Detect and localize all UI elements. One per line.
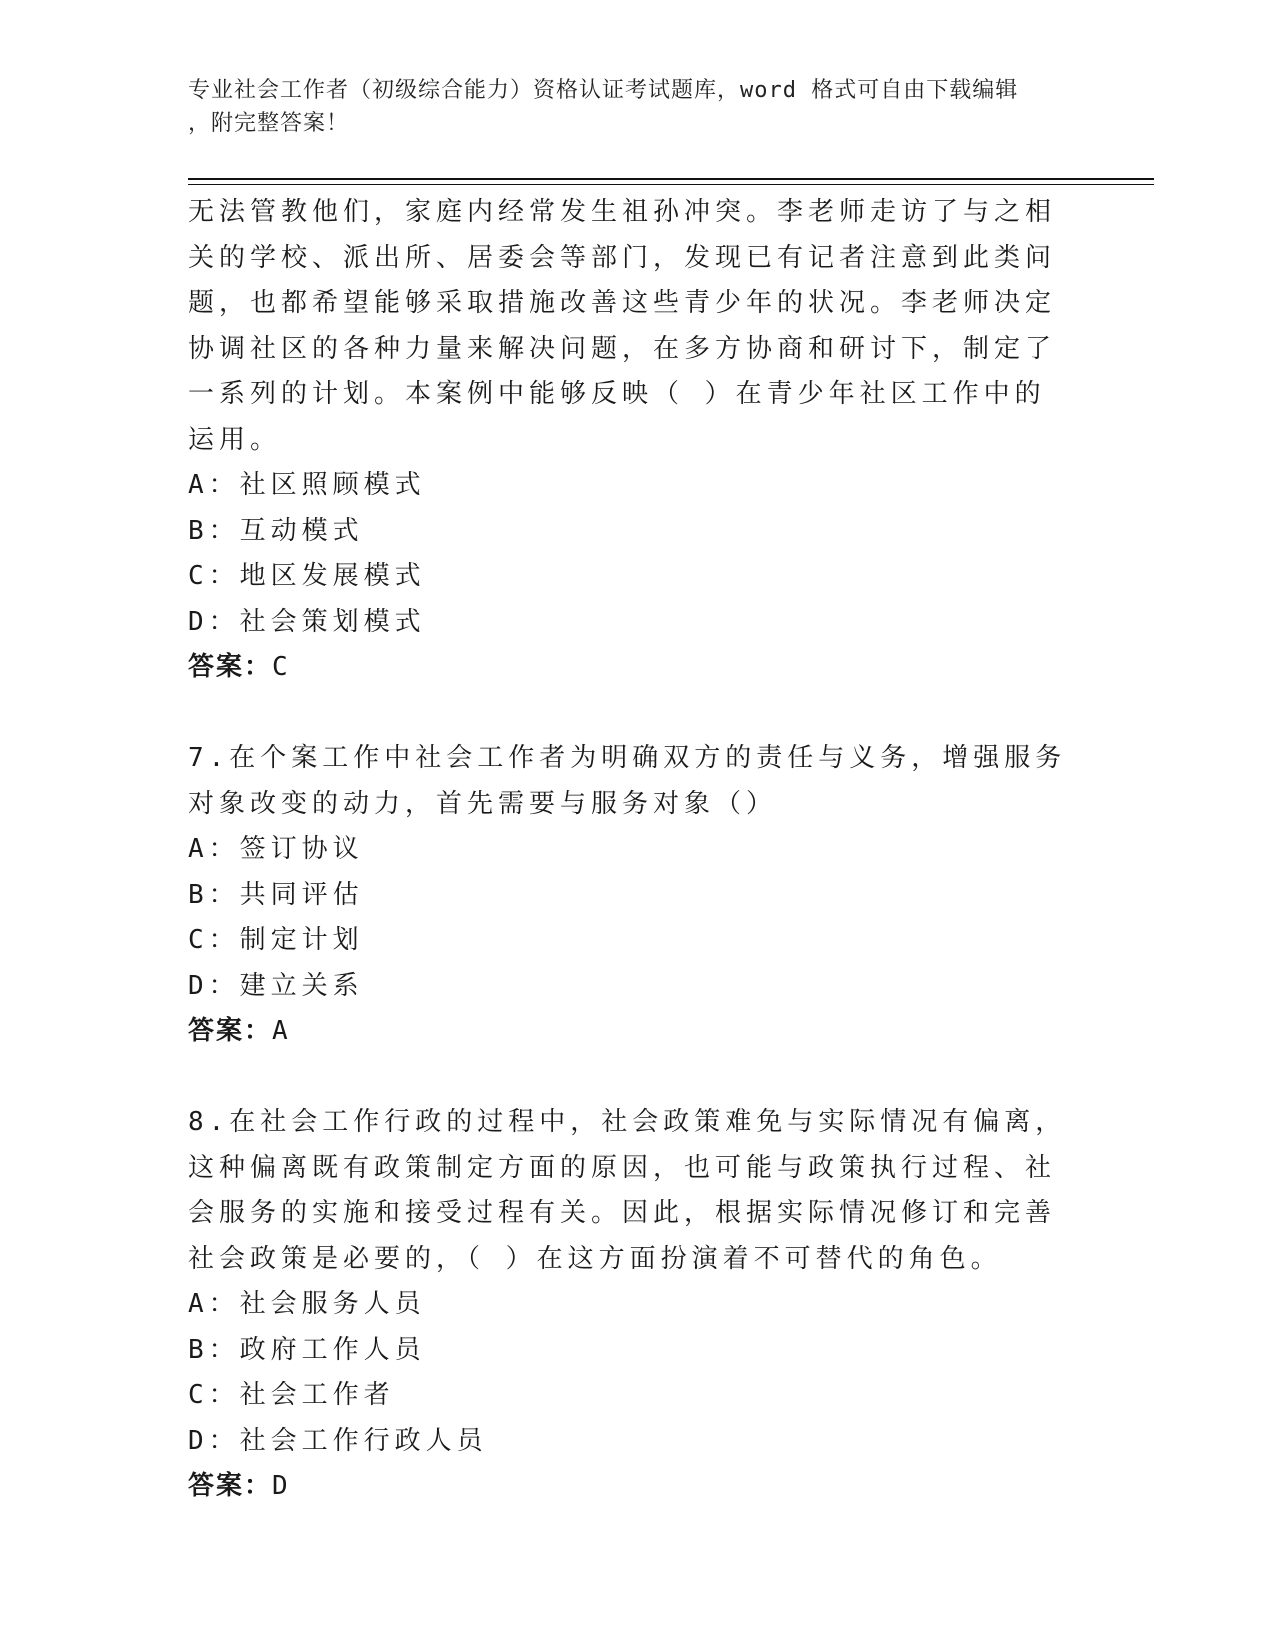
question-8-text: 8.在社会工作行政的过程中，社会政策难免与实际情况有偏离，这种偏离既有政策制定方面的原因，也可能与政策执行过程、社会服务的实施和接受过程有关。因此，根据实际情况修订和完善社会政策是必要的，（ ）在这方面扮演着不可替代的角色。 xyxy=(188,1107,1067,1274)
header-rule-thin xyxy=(188,184,1154,185)
spacer xyxy=(188,691,1068,737)
question-7-option-a: A：签订协议 xyxy=(188,834,364,864)
answer-value: C xyxy=(272,652,290,682)
question-7 xyxy=(188,736,1068,1055)
question-6-option-a: A：社区照顾模式 xyxy=(188,470,426,500)
answer-label: 答案： xyxy=(188,1016,273,1046)
header-line-1: 专业社会工作者（初级综合能力）资格认证考试题库，word 格式可自由下载编辑 xyxy=(188,78,1019,103)
question-6-answer xyxy=(188,645,1068,691)
question-8-option-a: A：社会服务人员 xyxy=(188,1289,426,1319)
question-7-option-c: C：制定计划 xyxy=(188,925,364,955)
question-7-answer xyxy=(188,1009,1068,1055)
question-6-option-c: C：地区发展模式 xyxy=(188,561,426,591)
page-header xyxy=(188,74,1068,140)
question-8-option-b: B：政府工作人员 xyxy=(188,1334,426,1365)
question-6-option-d: D：社会策划模式 xyxy=(188,606,426,637)
header-line-2: ，附完整答案！ xyxy=(188,111,350,136)
header-rule-thick xyxy=(188,178,1154,180)
question-7-option-b: B：共同评估 xyxy=(188,879,364,910)
spacer xyxy=(188,1055,1068,1101)
question-6-option-b: B：互动模式 xyxy=(188,515,364,546)
answer-value: A xyxy=(272,1016,290,1046)
answer-label: 答案： xyxy=(188,1471,273,1501)
question-8-answer xyxy=(188,1464,1068,1510)
answer-label: 答案： xyxy=(188,652,273,682)
question-7-text: 7.在个案工作中社会工作者为明确双方的责任与义务，增强服务对象改变的动力，首先需要与服务对象（） xyxy=(188,743,1067,819)
question-7-option-d: D：建立关系 xyxy=(188,970,364,1001)
question-8-option-c: C：社会工作者 xyxy=(188,1380,395,1410)
answer-value: D xyxy=(272,1471,290,1501)
question-8 xyxy=(188,1100,1068,1510)
question-6-text: 无法管教他们，家庭内经常发生祖孙冲突。李老师走访了与之相关的学校、派出所、居委会等部门，发现已有记者注意到此类问题，也都希望能够采取措施改善这些青少年的状况。李老师决定协调社区的各种力量来解决问题，在多方协商和研讨下，制定了一系列的计划。本案例中能够反映（ ）在青少年社区工作中的运用。 xyxy=(188,197,1057,455)
question-content xyxy=(188,190,1068,1510)
question-8-option-d: D：社会工作行政人员 xyxy=(188,1425,488,1456)
question-6 xyxy=(188,190,1068,691)
